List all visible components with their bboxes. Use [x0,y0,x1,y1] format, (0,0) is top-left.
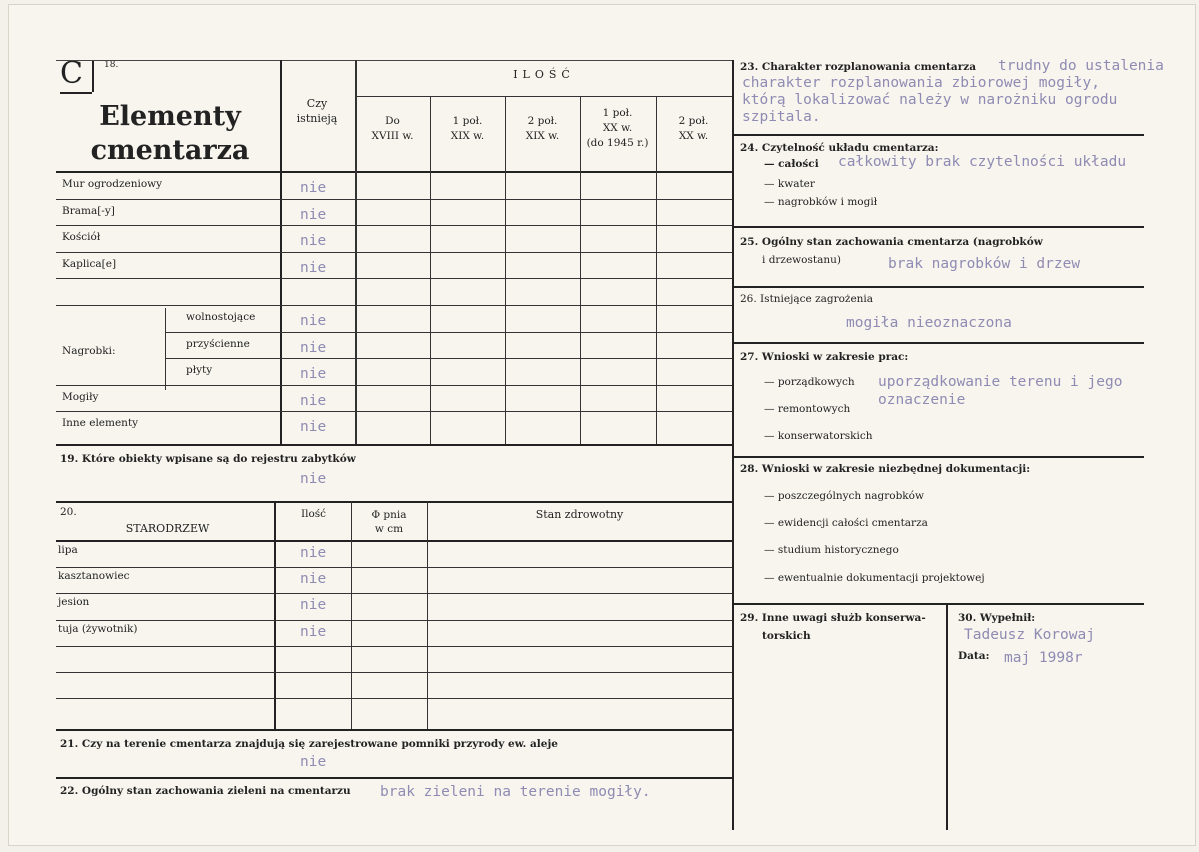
exists-header-line2: istnieją [296,112,338,125]
element-exists-value: nie [300,259,327,276]
tree-row [56,698,732,724]
element-row [56,278,732,305]
s28-top-rule [732,456,1144,458]
page-title-line1: Elementy [99,101,241,132]
page-title-line2: cmentarza [90,135,250,166]
tree-row [56,567,732,593]
s28-item-projektowej: — ewentualnie dokumentacji projektowej [764,572,985,584]
s23-value-line2: charakter rozplanowania zbiorowej mogiły, [742,75,1100,91]
period-header-line3: (do 1945 r.) [586,137,649,149]
s20-number: 20. [60,506,77,518]
tree-qty-value: nie [300,623,327,640]
s27-item-konserwatorskich: — konserwatorskich [764,430,873,442]
s24-item-kwater: — kwater [764,178,815,190]
s19-top-rule [56,444,734,446]
tree-row [56,672,732,698]
section-letter-text: C [60,56,83,91]
s29-s30-divider [946,603,948,830]
s22-top-rule [56,777,734,779]
s23-value-line3: którą lokalizować należy w narożniku ogrodu [742,92,1118,108]
s21-value: nie [300,754,327,770]
quantity-header: ILOŚĆ [513,68,575,81]
element-label: przyścienne [186,337,250,350]
s27-value-line2: oznaczenie [878,392,966,408]
s26-top-rule [732,286,1144,288]
s29-label-line2: torskich [762,630,811,642]
element-row [56,332,732,359]
period-header [355,114,430,144]
s27-top-rule [732,342,1144,344]
s25-label-line1: 25. Ogólny stan zachowania cmentarza (nagrobków [740,236,1043,248]
tree-label: tuja (żywotnik) [58,622,138,635]
element-row [56,385,732,412]
tree-qty-value: nie [300,597,327,614]
element-exists-value: nie [300,233,327,250]
s23-label: 23. Charakter rozplanowania cmentarza [740,61,977,73]
s27-label: 27. Wnioski w zakresie prac: [740,351,909,363]
element-exists-value: nie [300,339,327,356]
quantity-divider [355,96,733,97]
tree-label: jesion [58,596,90,609]
s30-label: 30. Wypełnił: [958,612,1036,624]
tree-row [56,646,732,672]
s27-value-line1: uporządkowanie terenu i jego [878,374,1123,390]
nagrobki-divider [165,308,166,390]
period-header-line2: XX w. [678,130,709,142]
s29-label-line1: 29. Inne uwagi służb konserwa- [740,612,926,624]
element-exists-value: nie [300,392,327,409]
s20-col-diameter-line1: Φ pnia [371,509,407,521]
section-letter [60,56,83,91]
element-exists-value: nie [300,366,327,383]
s25-top-rule [732,226,1144,228]
period-header-line2: XVIII w. [371,130,414,142]
s20-col-qty: Ilość [300,508,327,520]
period-header-line1: 2 poł. [527,115,558,127]
s30-name: Tadeusz Korowaj [964,627,1095,643]
letter-underline [60,92,92,94]
element-label: Inne elementy [62,417,139,430]
element-row [56,305,732,332]
period-header-line1: 1 poł. [602,107,633,119]
period-header-line1: Do [385,115,400,127]
period-header-line2: XIX w. [525,130,560,142]
s25-value: brak nagrobków i drzew [888,256,1081,272]
element-exists-value: nie [300,206,327,223]
s24-value: całkowity brak czytelności układu [838,154,1127,170]
s24-item-calosci: — całości [764,158,819,170]
element-label: płyty [186,364,213,377]
s20-top-rule [56,501,734,503]
s28-item-studium: — studium historycznego [764,544,899,556]
s23-value-line4: szpitala. [742,109,821,125]
s26-label: 26. Istniejące zagrożenia [740,293,874,305]
s28-item-ewidencji: — ewidencji całości cmentarza [764,517,928,529]
section-number: 18. [104,60,119,70]
period-header [505,114,580,144]
period-header-line2: XIX w. [450,130,485,142]
s29-top-rule [732,603,1144,605]
s20-col-diameter-line2: w cm [374,523,404,535]
s25-label-line2: i drzewostanu) [762,254,841,266]
s28-item-nagrobkow: — poszczególnych nagrobków [764,490,924,502]
s24-item-nagrobkow: — nagrobków i mogił [764,196,878,208]
s19-value: nie [300,471,327,487]
s28-label: 28. Wnioski w zakresie niezbędnej dokumentacji: [740,463,1031,475]
period-header-line1: 1 poł. [452,115,483,127]
element-exists-value: nie [300,180,327,196]
element-exists-value: nie [300,419,327,436]
element-label: Mur ogrodzeniowy [62,178,163,190]
element-row [56,199,732,226]
element-row [56,411,732,438]
tree-qty-value: nie [300,545,327,561]
s30-date-label: Data: [958,650,990,662]
s21-top-rule [56,729,734,731]
period-header [656,114,731,144]
s27-item-porzadkowych: — porządkowych [764,376,855,388]
s26-value: mogiła nieoznaczona [846,315,1012,331]
s27-item-remontowych: — remontowych [764,403,851,415]
element-row [56,172,732,199]
element-exists-value: nie [300,313,327,329]
left-top-border [56,60,734,61]
element-row [56,358,732,385]
element-label: Kościół [62,231,101,244]
element-label: Kaplica[e] [62,257,117,270]
exists-header-line1: Czy [306,97,328,110]
period-header-line2: XX w. [602,122,633,134]
exists-header [282,96,352,126]
s20-col-health: Stan zdrowotny [535,508,624,521]
element-label: wolnostojące [186,311,256,323]
element-row [56,252,732,279]
tree-label: kasztanowiec [58,570,130,583]
element-row [56,225,732,252]
letter-bar [92,60,94,92]
s23-value-line1: trudny do ustalenia [998,58,1164,74]
element-label: Brama[-y] [62,204,115,217]
s21-label: 21. Czy na terenie cmentarza znajdują się zarejestrowane pomniki przyrody ew. aleje [60,738,558,750]
s20-col-diameter [351,508,427,536]
s22-label: 22. Ogólny stan zachowania zieleni na cmentarzu [60,785,351,797]
tree-row [56,541,732,567]
s24-label: 24. Czytelność układu cmentarza: [740,142,939,154]
s30-date: maj 1998r [1004,650,1083,666]
s24-top-rule [732,134,1144,136]
period-header-line1: 2 poł. [678,115,709,127]
s19-label: 19. Które obiekty wpisane są do rejestru zabytków [60,453,356,465]
s22-value: brak zieleni na terenie mogiły. [380,784,651,800]
s20-title: STARODRZEW [125,522,210,535]
tree-row [56,620,732,646]
page-title [90,100,250,168]
nagrobki-label: Nagrobki: [62,345,116,357]
period-header [580,106,655,151]
element-label: Mogiły [62,390,99,403]
tree-row [56,593,732,619]
tree-qty-value: nie [300,571,327,588]
period-header [430,114,505,144]
tree-label: lipa [58,544,78,556]
